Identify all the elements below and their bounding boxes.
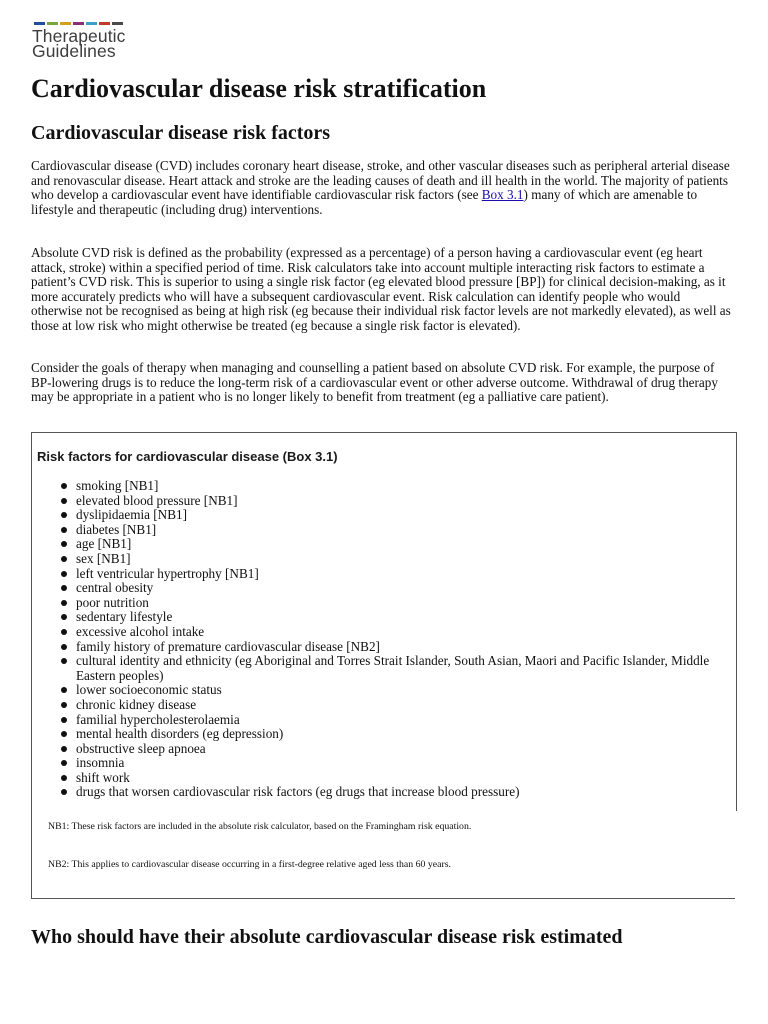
logo-bar bbox=[99, 22, 110, 25]
logo-line-1: Therapeutic bbox=[32, 26, 126, 46]
risk-factor-item: sex [NB1] bbox=[32, 552, 712, 567]
box-3-1-link[interactable]: Box 3.1 bbox=[481, 187, 524, 203]
logo-line-2: Guidelines bbox=[32, 41, 116, 61]
risk-factors-box-title: Risk factors for cardiovascular disease (Box 3.1) bbox=[37, 449, 338, 464]
paragraph-cvd-intro-text-1: Cardiovascular disease (CVD) includes coronary heart disease, stroke, and other vascular diseases such as peripheral arterial disease and renovascular disease. Heart attack and stroke are the leading causes of death and ill health in the world. The majority of patients who develop a cardiovascular event have identifiable cardiovascular risk factors (see bbox=[31, 158, 730, 203]
risk-factor-item: left ventricular hypertrophy [NB1] bbox=[32, 567, 712, 582]
risk-factor-item: family history of premature cardiovascular disease [NB2] bbox=[32, 640, 712, 655]
risk-factor-item: cultural identity and ethnicity (eg Aboriginal and Torres Strait Islander, South Asian, Maori and Pacific Islander, Middle Eastern peoples) bbox=[32, 654, 712, 683]
risk-factor-item: smoking [NB1] bbox=[32, 479, 712, 494]
risk-factor-item: elevated blood pressure [NB1] bbox=[32, 494, 712, 509]
risk-factor-item: central obesity bbox=[32, 581, 712, 596]
logo-bar bbox=[47, 22, 58, 25]
footnote-nb2: NB2: This applies to cardiovascular disease occurring in a first-degree relative aged less than 60 years. bbox=[48, 859, 451, 870]
risk-factors-list bbox=[32, 479, 712, 800]
logo-color-bars bbox=[34, 22, 123, 25]
paragraph-absolute-risk: Absolute CVD risk is defined as the probability (expressed as a percentage) of a person having a cardiovascular event (eg heart attack, stroke) within a specified period of time. Risk calculators take into account multiple interacting risk factors to estimate a patient’s CVD risk. This is superior to using a single risk factor (eg elevated blood pressure [BP]) for clinical decision-making, as it more accurately predicts who will have a subsequent cardiovascular event. Risk calculation can identify people who would otherwise not be recognised as being at high risk (eg because their individual risk factor levels are not markedly elevated), as well as those at low risk who might otherwise be treated (eg because a single risk factor is elevated). bbox=[31, 245, 731, 333]
box-border-gap bbox=[735, 811, 737, 899]
logo-bar bbox=[73, 22, 84, 25]
logo-bar bbox=[34, 22, 45, 25]
risk-factor-item: dyslipidaemia [NB1] bbox=[32, 508, 712, 523]
brand-logo[interactable] bbox=[32, 22, 172, 62]
risk-factor-item: obstructive sleep apnoea bbox=[32, 742, 712, 757]
risk-factor-item: lower socioeconomic status bbox=[32, 683, 712, 698]
risk-factor-item: drugs that worsen cardiovascular risk factors (eg drugs that increase blood pressure) bbox=[32, 785, 712, 800]
footnote-nb1: NB1: These risk factors are included in the absolute risk calculator, based on the Framingham risk equation. bbox=[48, 821, 472, 832]
paragraph-cvd-intro-text-2: ) many of which are amenable to lifestyle and therapeutic (including drug) interventions. bbox=[31, 187, 698, 217]
logo-bar bbox=[112, 22, 123, 25]
page-title: Cardiovascular disease risk stratification bbox=[31, 74, 487, 103]
risk-factor-item: sedentary lifestyle bbox=[32, 610, 712, 625]
logo-bar bbox=[60, 22, 71, 25]
risk-factor-item: shift work bbox=[32, 771, 712, 786]
risk-factor-item: poor nutrition bbox=[32, 596, 712, 611]
section-heading-who-should-be-estimated: Who should have their absolute cardiovascular disease risk estimated bbox=[31, 926, 623, 948]
risk-factor-item: familial hypercholesterolaemia bbox=[32, 713, 712, 728]
paragraph-cvd-intro bbox=[31, 159, 731, 217]
risk-factor-item: insomnia bbox=[32, 756, 712, 771]
risk-factor-item: age [NB1] bbox=[32, 537, 712, 552]
section-heading-risk-factors: Cardiovascular disease risk factors bbox=[31, 122, 331, 144]
risk-factors-box bbox=[31, 432, 737, 899]
risk-factor-item: mental health disorders (eg depression) bbox=[32, 727, 712, 742]
risk-factor-item: excessive alcohol intake bbox=[32, 625, 712, 640]
logo-bar bbox=[86, 22, 97, 25]
paragraph-therapy-goals: Consider the goals of therapy when managing and counselling a patient based on absolute CVD risk. For example, the purpose of BP-lowering drugs is to reduce the long-term risk of a cardiovascular event or other adverse outcome. Withdrawal of drug therapy may be appropriate in a patient who is no longer likely to benefit from treatment (eg a palliative care patient). bbox=[31, 360, 718, 405]
risk-factor-item: chronic kidney disease bbox=[32, 698, 712, 713]
risk-factor-item: diabetes [NB1] bbox=[32, 523, 712, 538]
